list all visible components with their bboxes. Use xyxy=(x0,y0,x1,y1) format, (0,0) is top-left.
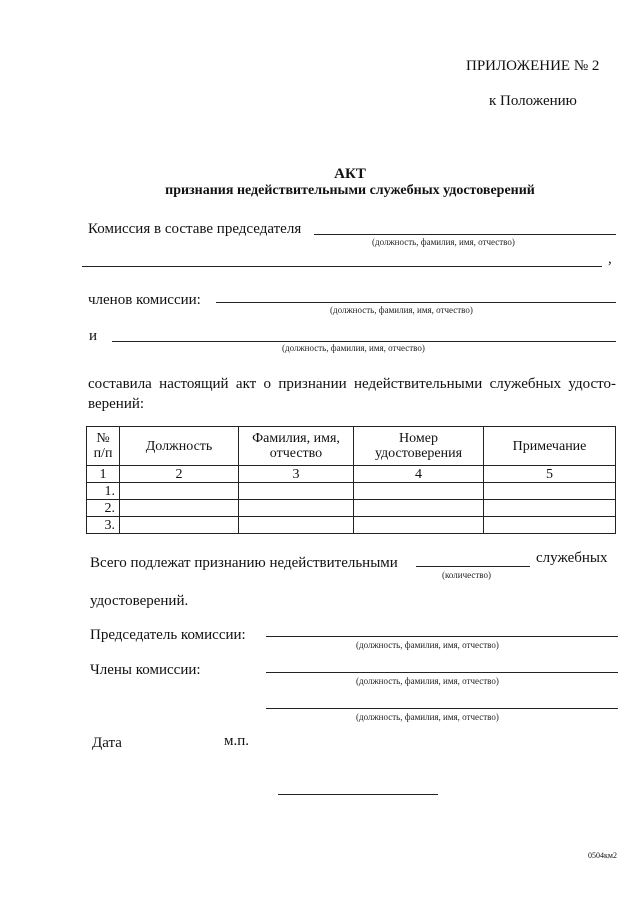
chairman-signature-caption: (должность, фамилия, имя, отчество) xyxy=(356,640,499,650)
certificates-table xyxy=(86,426,616,534)
member-signature-caption-1: (должность, фамилия, имя, отчество) xyxy=(356,676,499,686)
col-number-4: 4 xyxy=(354,466,484,483)
bottom-signature-line[interactable] xyxy=(278,794,438,795)
member-signature-line-1[interactable] xyxy=(266,672,618,673)
table-cell[interactable] xyxy=(239,500,354,517)
chairman-caption: (должность, фамилия, имя, отчество) xyxy=(372,237,515,247)
commission-label: Комиссия в составе председателя xyxy=(88,221,302,237)
table-cell[interactable] xyxy=(484,517,616,534)
header-note: Примечание xyxy=(484,427,616,466)
col-number-1: 1 xyxy=(87,466,120,483)
members-label: членов комиссии: xyxy=(88,292,201,308)
regulation-reference: к Положению xyxy=(489,93,577,109)
member-1-caption: (должность, фамилия, имя, отчество) xyxy=(330,305,473,315)
table-cell[interactable] xyxy=(120,483,239,500)
table-cell[interactable] xyxy=(354,483,484,500)
act-title: АКТ xyxy=(334,166,366,182)
row-index: 1. xyxy=(87,483,120,500)
and-label: и xyxy=(89,328,98,344)
table-header-row xyxy=(87,427,616,466)
member-2-caption: (должность, фамилия, имя, отчество) xyxy=(282,343,425,353)
header-full-name: Фамилия, имя, отчество xyxy=(239,427,354,466)
form-code: 0504км2 xyxy=(588,851,617,860)
member-1-fill-line[interactable] xyxy=(216,302,616,303)
row-index: 3. xyxy=(87,517,120,534)
table-row xyxy=(87,500,616,517)
total-label: Всего подлежат признанию недействительными xyxy=(90,555,398,571)
header-number: № п/п xyxy=(87,427,120,466)
header-certificate-number: Номер удостоверения xyxy=(354,427,484,466)
table-cell[interactable] xyxy=(120,500,239,517)
chairman-signature-line[interactable] xyxy=(266,636,618,637)
table-cell[interactable] xyxy=(354,500,484,517)
col-number-5: 5 xyxy=(484,466,616,483)
table-row xyxy=(87,483,616,500)
total-suffix: служебных xyxy=(536,550,608,566)
col-number-3: 3 xyxy=(239,466,354,483)
chairman-fill-line[interactable] xyxy=(314,234,616,235)
member-signature-caption-2: (должность, фамилия, имя, отчество) xyxy=(356,712,499,722)
member-signature-line-2[interactable] xyxy=(266,708,618,709)
table-cell[interactable] xyxy=(120,517,239,534)
seal-label: м.п. xyxy=(224,733,250,749)
act-subtitle: признания недействительными служебных удостоверений xyxy=(165,183,535,198)
table-cell[interactable] xyxy=(239,483,354,500)
table-cell[interactable] xyxy=(484,500,616,517)
member-2-fill-line[interactable] xyxy=(112,341,616,342)
col-number-2: 2 xyxy=(120,466,239,483)
chairman-signature-label: Председатель комиссии: xyxy=(90,627,246,643)
quantity-fill-line[interactable] xyxy=(416,566,530,567)
row-index: 2. xyxy=(87,500,120,517)
table-cell[interactable] xyxy=(239,517,354,534)
members-signature-label: Члены комиссии: xyxy=(90,662,201,678)
header-position: Должность xyxy=(120,427,239,466)
date-label: Дата xyxy=(92,735,122,751)
table-cell[interactable] xyxy=(354,517,484,534)
table-row xyxy=(87,517,616,534)
quantity-caption: (количество) xyxy=(442,570,491,580)
chairman-fill-line-2[interactable] xyxy=(82,266,602,267)
compiled-text-line1: составила настоящий акт о признании недействительными служебных удосто- xyxy=(88,376,616,392)
appendix-label: ПРИЛОЖЕНИЕ № 2 xyxy=(466,58,600,74)
comma: , xyxy=(608,251,612,267)
table-column-numbers-row xyxy=(87,466,616,483)
table-cell[interactable] xyxy=(484,483,616,500)
compiled-text-line2: верений: xyxy=(88,396,145,412)
total-line2: удостоверений. xyxy=(90,593,189,609)
